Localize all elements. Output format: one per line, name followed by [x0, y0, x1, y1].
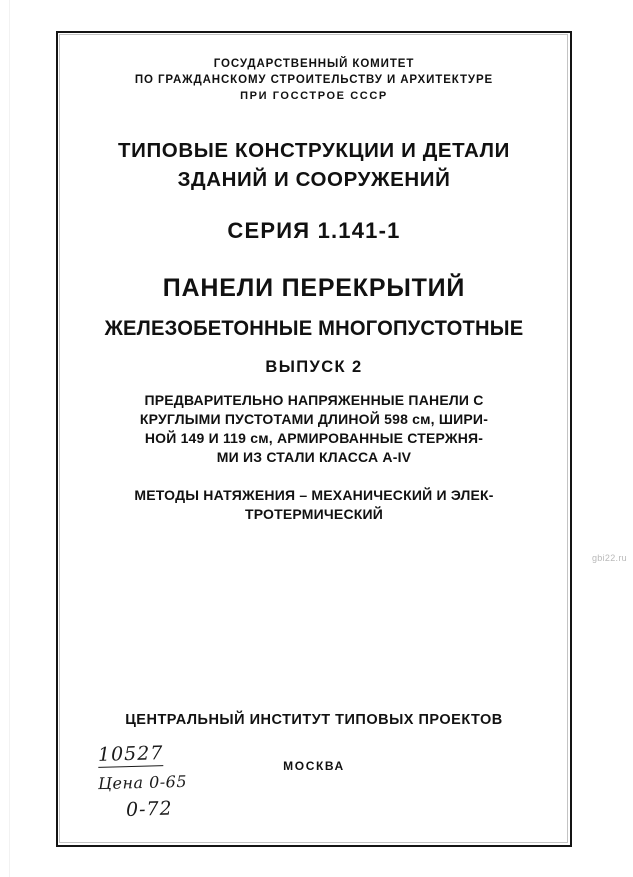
- handwritten-price: Цена 0-65: [97, 771, 188, 794]
- methods-line-2: ТРОТЕРМИЧЕСКИЙ: [244, 506, 384, 523]
- description-line-3: НОЙ 149 И 119 см, АРМИРОВАННЫЕ СТЕРЖНЯ-: [144, 429, 484, 446]
- description-line-1: ПРЕДВАРИТЕЛЬНО НАПРЯЖЕННЫЕ ПАНЕЛИ С: [144, 392, 484, 409]
- methods-line-1: МЕТОДЫ НАТЯЖЕНИЯ – МЕХАНИЧЕСКИЙ И ЭЛЕК-: [134, 487, 494, 504]
- page-title: [58, 136, 570, 194]
- page-title-line-2: ЗДАНИЙ И СООРУЖЕНИЙ: [177, 168, 451, 192]
- description-line-2: КРУГЛЫМИ ПУСТОТАМИ ДЛИНОЙ 598 см, ШИРИ-: [139, 411, 489, 428]
- watermark-text: gbi22.ru: [592, 553, 627, 563]
- series-number: СЕРИЯ 1.141-1: [227, 218, 401, 244]
- handwritten-code: 10527: [97, 742, 164, 766]
- product-title-line-2: ЖЕЛЕЗОБЕТОННЫЕ МНОГОПУСТОТНЫЕ: [104, 317, 524, 341]
- page-edge-artifact: [9, 0, 10, 877]
- publisher-institute: ЦЕНТРАЛЬНЫЙ ИНСТИТУТ ТИПОВЫХ ПРОЕКТОВ: [125, 712, 503, 728]
- product-title-line-1: ПАНЕЛИ ПЕРЕКРЫТИЙ: [162, 274, 466, 303]
- handwritten-stamp-block: [98, 743, 187, 820]
- page-title-line-1: ТИПОВЫЕ КОНСТРУКЦИИ И ДЕТАЛИ: [118, 139, 510, 163]
- issue-number: ВЫПУСК 2: [265, 358, 363, 377]
- handwritten-date: 0-72: [125, 797, 174, 822]
- organization-line-2: ПО ГРАЖДАНСКОМУ СТРОИТЕЛЬСТВУ И АРХИТЕКТУРЕ: [134, 74, 494, 87]
- title-page-content: [58, 33, 570, 845]
- description-line-4: МИ ИЗ СТАЛИ КЛАССА А-IV: [216, 448, 412, 465]
- methods-block: [58, 486, 570, 524]
- organization-line-1: ГОСУДАРСТВЕННЫЙ КОМИТЕТ: [213, 58, 415, 70]
- description-block: [58, 391, 570, 466]
- organization-line-3: ПРИ ГОССТРОЕ СССР: [240, 89, 388, 102]
- publisher-city: МОСКВА: [283, 759, 345, 773]
- organization-block: [58, 56, 570, 104]
